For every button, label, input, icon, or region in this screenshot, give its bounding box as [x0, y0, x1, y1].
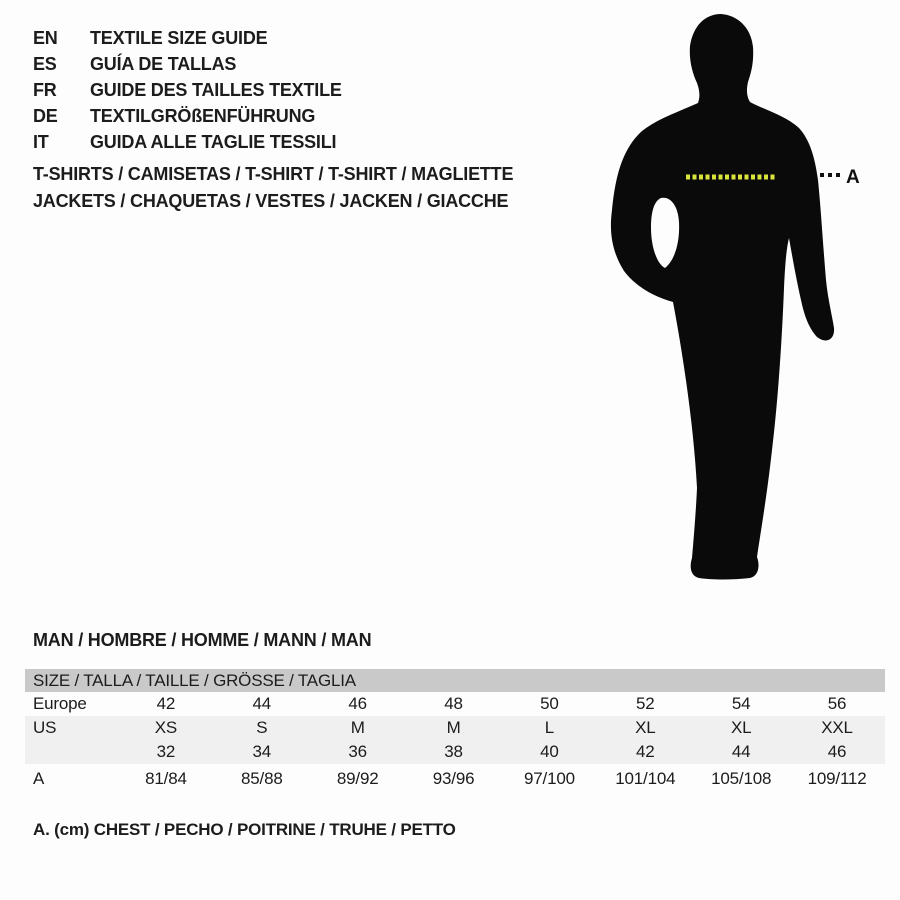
- size-value: 93/96: [432, 769, 475, 788]
- row-label: Europe: [33, 694, 87, 713]
- man-silhouette-figure: [595, 0, 885, 600]
- measurement-label-a: A: [846, 167, 860, 188]
- table-row-us: [25, 716, 885, 740]
- category-line-tshirts: T-SHIRTS / CAMISETAS / T-SHIRT / T-SHIRT / MAGLIETTE: [33, 164, 514, 184]
- language-row-it: [33, 129, 342, 155]
- language-row-fr: [33, 77, 342, 103]
- row-label: A: [33, 769, 45, 788]
- language-list: [33, 25, 342, 155]
- size-value: 38: [444, 742, 463, 761]
- size-value: 48: [444, 694, 463, 713]
- size-value: 46: [827, 742, 847, 761]
- size-value: 32: [156, 742, 176, 761]
- language-label: GUIDE DES TAILLES TEXTILE: [90, 80, 342, 100]
- size-value: 81/84: [145, 769, 187, 788]
- size-value: M: [350, 718, 365, 737]
- size-value: XXL: [821, 718, 853, 737]
- size-value: 85/88: [241, 769, 283, 788]
- row-label: [25, 740, 118, 764]
- language-row-es: [33, 51, 342, 77]
- language-label: GUÍA DE TALLAS: [90, 54, 237, 74]
- category-line-jackets: JACKETS / CHAQUETAS / VESTES / JACKEN / GIACCHE: [33, 191, 509, 211]
- language-code: IT: [33, 132, 49, 152]
- language-code: FR: [33, 80, 57, 100]
- man-silhouette-path: [611, 14, 834, 580]
- size-value: 89/92: [336, 769, 379, 788]
- section-title-man: MAN / HOMBRE / HOMME / MANN / MAN: [33, 630, 372, 650]
- size-value: XS: [154, 718, 178, 737]
- size-value: 46: [348, 694, 367, 713]
- language-label: TEXTILE SIZE GUIDE: [90, 28, 268, 48]
- size-value: 44: [252, 694, 272, 713]
- language-row-en: [33, 25, 342, 51]
- size-value: 101/104: [615, 769, 676, 788]
- size-value: 105/108: [711, 769, 772, 788]
- table-row-europe: [25, 692, 885, 716]
- measurement-footnote: A. (cm) CHEST / PECHO / POITRINE / TRUHE / PETTO: [33, 820, 456, 839]
- size-value: 97/100: [524, 769, 575, 788]
- man-silhouette-icon: [595, 0, 885, 600]
- size-table-header: SIZE / TALLA / TAILLE / GRÖSSE / TAGLIA: [25, 669, 885, 692]
- category-titles: [33, 161, 513, 215]
- language-code: EN: [33, 28, 58, 48]
- size-table: [25, 669, 885, 791]
- size-value: 56: [827, 694, 847, 713]
- size-value: 109/112: [807, 769, 867, 788]
- row-label: US: [33, 718, 57, 737]
- size-value: 34: [252, 742, 272, 761]
- size-value: 50: [540, 694, 559, 713]
- size-value: 42: [636, 742, 655, 761]
- language-label: GUIDA ALLE TAGLIE TESSILI: [90, 132, 337, 152]
- size-value: L: [544, 718, 555, 737]
- size-value: 40: [540, 742, 559, 761]
- size-value: XL: [635, 718, 656, 737]
- table-row-numeric: [25, 740, 885, 764]
- table-row-chest-a: [25, 764, 885, 791]
- language-code: DE: [33, 106, 58, 126]
- size-value: 44: [731, 742, 751, 761]
- language-code: ES: [33, 54, 57, 74]
- size-value: 54: [731, 694, 751, 713]
- language-label: TEXTILGRÖßENFÜHRUNG: [90, 106, 316, 126]
- size-value: M: [446, 718, 461, 737]
- size-value: S: [256, 718, 268, 737]
- size-value: 52: [636, 694, 655, 713]
- size-value: 36: [348, 742, 367, 761]
- size-value: 42: [156, 694, 176, 713]
- language-row-de: [33, 103, 342, 129]
- size-value: XL: [730, 718, 752, 737]
